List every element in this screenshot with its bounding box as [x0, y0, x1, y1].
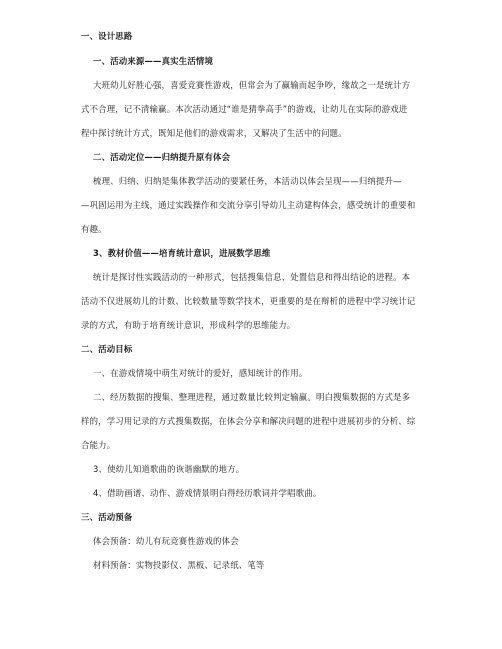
paragraph-line: 录的方式，有助于培育统计意识，形成科学的思维能力。 — [81, 320, 296, 330]
section-heading-activity-preparation: 三、活动预备 — [81, 512, 133, 522]
paragraph-line: 式不合理，记不清输赢。本次活动通过“谁是猜拳高手”的游戏，让幼儿在实际的游戏进 — [81, 104, 408, 114]
paragraph-line: 程中探讨统计方式，既知足他们的游戏需求，又解决了生活中的问题。 — [81, 128, 347, 138]
paragraph-line: —巩固运用为主线，通过实践操作和交流分享引导幼儿主动建构体会，感受统计的重要和 — [81, 200, 416, 210]
goal-item: 二、经历数据的搜集、整理进程，通过数量比较判定输赢。明白搜集数据的方式是多 — [93, 392, 411, 402]
subheading-activity-source: 一、活动来源——真实生活情境 — [93, 56, 214, 66]
paragraph-line: 统计是探讨性实践活动的一种形式，包括搜集信息、处置信息和得出结论的进程。本 — [93, 272, 411, 282]
goal-item: 一、在游戏情境中萌生对统计的爱好，感知统计的作用。 — [93, 368, 308, 378]
paragraph-line: 活动不仅进展幼儿的计数、比较数量等数学技术，更重要的是在辩析的进程中学习统计记 — [81, 296, 416, 306]
preparation-item: 体会预备：幼儿有玩竞赛性游戏的体会 — [93, 536, 239, 546]
goal-item: 4、借助画谱、动作、游戏情景明白得经历歌词并学唱歌曲。 — [93, 488, 322, 498]
paragraph-line: 合能力。 — [81, 440, 116, 450]
paragraph-line: 梳理、归纳、归纳是集体教学活动的要紧任务，本活动以体会呈现——归纳提升— — [93, 176, 402, 186]
preparation-item: 材料预备：实物投影仪、黑板、记录纸、笔等 — [93, 560, 265, 570]
section-heading-design-idea: 一、设计思路 — [81, 31, 133, 41]
paragraph-line: 有趣。 — [81, 224, 107, 234]
subheading-activity-positioning: 二、活动定位——归纳提升原有体会 — [93, 152, 231, 162]
section-heading-activity-goals: 二、活动目标 — [81, 344, 133, 354]
subheading-material-value: 3、教材价值——培育统计意识，进展数学思维 — [93, 248, 271, 258]
goal-item: 3、使幼儿知道歌曲的诙谐幽默的地方。 — [93, 464, 245, 474]
paragraph-line: 样的，学习用记录的方式搜集数据，在体会分享和解决问题的进程中进展初步的分析、综 — [81, 416, 416, 426]
paragraph-line: 大班幼儿好胜心强，喜爱竞赛性游戏，但常会为了赢输而起争吵，缘故之一是统计方 — [93, 80, 411, 90]
